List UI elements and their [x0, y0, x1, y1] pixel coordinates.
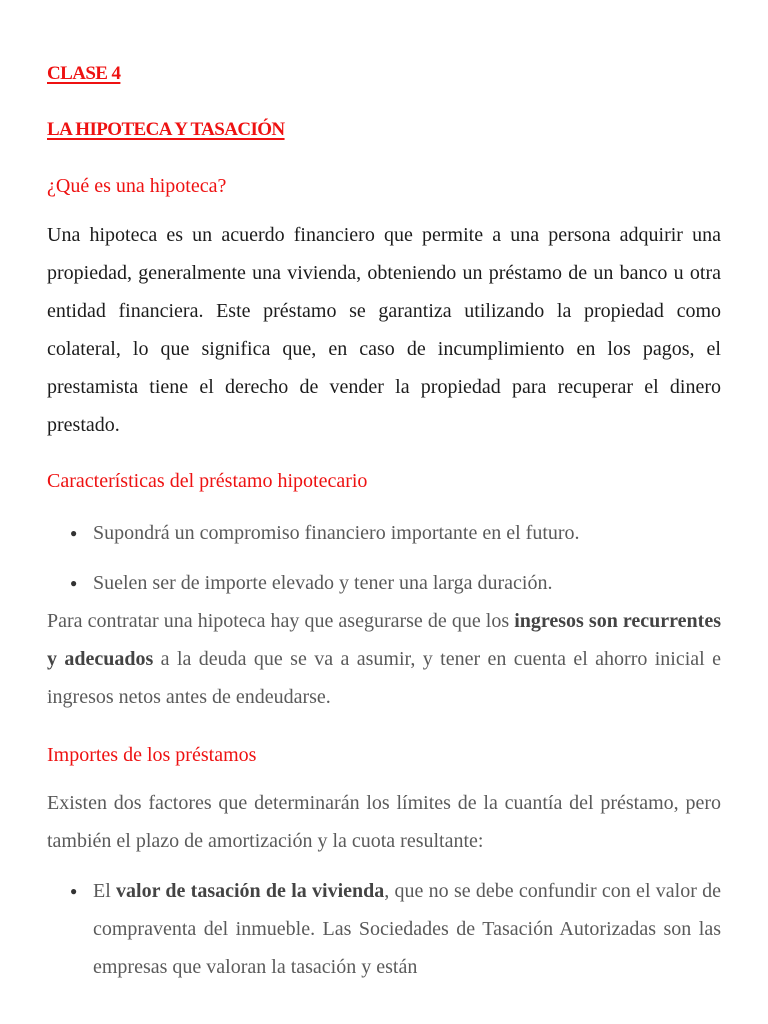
list-item: [47, 514, 721, 552]
section-heading-what-is-mortgage: ¿Qué es una hipoteca?: [47, 175, 227, 197]
list-item-text: [93, 872, 721, 986]
appraisal-text-start: El: [93, 880, 117, 902]
bullet-icon: ●: [70, 576, 78, 590]
bullet-icon: ●: [70, 884, 78, 898]
mortgage-definition-paragraph: Una hipoteca es un acuerdo financiero que permite a una persona adquirir una propiedad, generalmente una vivienda, obteniendo un préstamo de un banco u otra entidad financiera. Este préstamo se garantiza utilizando la propiedad como colateral, lo que significa que, en caso de incumplimiento en los pagos, el prestamista tiene el derecho de vender la propiedad para recuperar el dinero prestado.: [47, 224, 721, 436]
list-item-text: Suelen ser de importe elevado y tener una larga duración.: [93, 572, 553, 594]
list-item: [47, 872, 721, 986]
appraisal-text-end: , que no se debe confundir con el valor de compraventa del inmueble. Las Sociedades de Tasación Autorizadas son las empresas que valoran la tasación y están: [93, 880, 722, 978]
class-title: CLASE 4: [47, 63, 121, 84]
requirements-text-start: Para contratar una hipoteca hay que asegurarse de que los: [47, 610, 515, 632]
appraisal-bold-text: valor de tasación de la vivienda: [116, 880, 385, 902]
bullet-icon: ●: [70, 526, 78, 540]
requirements-text-end: a la deuda que se va a asumir, y tener en cuenta el ahorro inicial e ingresos netos antes de endeudarse.: [47, 648, 721, 708]
requirements-bold-text: ingresos son recurrentes y adecuados: [47, 610, 721, 670]
loan-factors-paragraph: Existen dos factores que determinarán los límites de la cuantía del préstamo, pero también el plazo de amortización y la cuota resultante:: [47, 792, 721, 852]
mortgage-requirements-paragraph: [47, 602, 721, 716]
section-heading-characteristics: Características del préstamo hipotecario: [47, 470, 368, 492]
list-item-text: Supondrá un compromiso financiero importante en el futuro.: [93, 522, 580, 544]
list-item: [47, 564, 721, 602]
main-title: LA HIPOTECA Y TASACIÓN: [47, 119, 285, 140]
section-heading-loan-amounts: Importes de los préstamos: [47, 744, 257, 766]
